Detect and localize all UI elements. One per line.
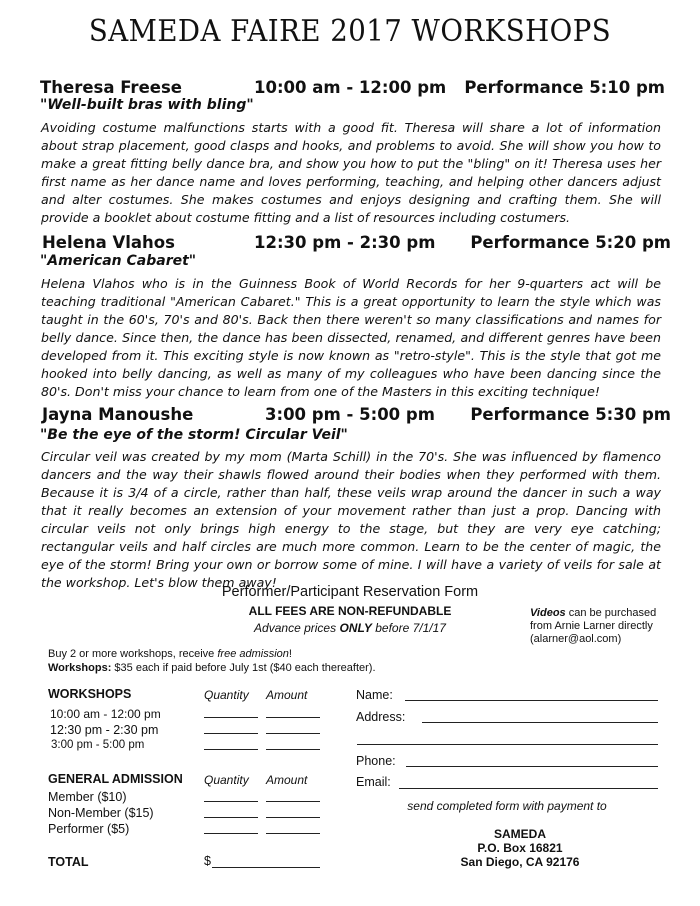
fees-note: Workshops: $35 each if paid before July 1st ($40 each thereafter).	[48, 662, 376, 674]
send-note: send completed form with payment to	[407, 799, 607, 813]
workshop-slot: 3:00 pm - 5:00 pm	[51, 739, 145, 751]
address-label: Address:	[356, 710, 406, 724]
admission-item: Member ($10)	[48, 790, 127, 804]
workshop-slot: 10:00 am - 12:00 pm	[50, 707, 161, 721]
quantity-field[interactable]	[204, 749, 258, 750]
name-field[interactable]	[405, 700, 658, 701]
performance-time: Performance 5:30 pm	[470, 405, 671, 424]
phone-field[interactable]	[406, 766, 658, 767]
quantity-field[interactable]	[204, 733, 258, 734]
admission-header: GENERAL ADMISSION	[48, 772, 183, 786]
amount-field[interactable]	[266, 801, 320, 802]
videos-note: Videos can be purchased from Arnie Larner directly (alarner@aol.com)	[530, 607, 657, 645]
quantity-field[interactable]	[204, 801, 258, 802]
org-name: SAMEDA	[493, 827, 546, 841]
quantity-header: Quantity	[204, 688, 249, 702]
admission-item: Non-Member ($15)	[48, 806, 154, 820]
phone-label: Phone:	[356, 754, 396, 768]
workshop-description: Circular veil was created by my mom (Marta Schill) in the 70's. She was influenced by flamenco dancers and the way their shawls flowed around their bodies when they performed with them. Because it is 3/4 of a circle, rather than half, these veils wrap around the dancer in such a way that it really becomes an extension of your movement rather than just a prop. Dancing with circular veils not only brings high energy to the stage, but they are very eye catching; rectangular veils and half circles are much more common. Learn to be the center of magic, the eye of the storm! Bring your own or borrow some of mine. I will have a variety of veils for sale at the workshop. Let's blow them away!	[41, 449, 661, 590]
workshop-subtitle: "Well-built bras with bling"	[40, 97, 254, 113]
performance-time: Performance 5:10 pm	[464, 78, 665, 97]
instructor-name: Jayna Manoushe	[42, 405, 194, 424]
quantity-field[interactable]	[204, 817, 258, 818]
address-field-line2[interactable]	[357, 744, 658, 745]
instructor-name: Theresa Freese	[40, 78, 182, 97]
amount-field[interactable]	[266, 833, 320, 834]
name-label: Name:	[356, 688, 393, 702]
workshop-header	[40, 233, 671, 255]
po-box: P.O. Box 16821	[477, 841, 563, 855]
workshop-time: 12:30 pm - 2:30 pm	[254, 233, 436, 252]
workshop-time: 3:00 pm - 5:00 pm	[265, 405, 435, 424]
workshop-slot: 12:30 pm - 2:30 pm	[50, 723, 159, 737]
form-heading: Performer/Participant Reservation Form	[221, 584, 479, 600]
total-field[interactable]	[212, 867, 320, 868]
amount-field[interactable]	[266, 749, 320, 750]
workshops-header: WORKSHOPS	[48, 687, 132, 701]
workshop-subtitle: "American Cabaret"	[40, 253, 197, 269]
page-title: SAMEDA FAIRE 2017 WORKSHOPS	[88, 14, 612, 49]
nonrefundable-notice: ALL FEES ARE NON-REFUNDABLE	[248, 604, 452, 618]
quantity-field[interactable]	[204, 717, 258, 718]
email-label: Email:	[356, 775, 391, 789]
amount-header: Amount	[266, 688, 308, 702]
workshop-description: Helena Vlahos who is in the Guinness Book of World Records for her 9-quarters act will be teaching traditional "American Cabaret." This is a great opportunity to learn the style which was taught in the 60's, 70's and 80's. Back then there weren't so many classifications and names for belly dance. Since then, the dance has been dissected, renamed, and different genres have been developed from it. This exciting style is now known as "retro-style". This is the style that got me hooked into belly dancing, as well as many of my colleagues who have been dancing since the 80's. Don't miss your chance to learn from one of the Masters in this exciting technique!	[41, 276, 661, 399]
total-label: TOTAL	[48, 855, 89, 869]
workshop-subtitle: "Be the eye of the storm! Circular Veil"	[40, 427, 348, 443]
quantity-header: Quantity	[204, 773, 249, 787]
performance-time: Performance 5:20 pm	[470, 233, 671, 252]
admission-item: Performer ($5)	[48, 822, 130, 836]
discount-note: Buy 2 or more workshops, receive free admission!	[48, 648, 292, 660]
address-field[interactable]	[422, 722, 658, 723]
workshop-header	[40, 405, 671, 427]
city-state-zip: San Diego, CA 92176	[460, 855, 580, 869]
total-currency: $	[204, 854, 211, 868]
advance-prices-note: Advance prices ONLY before 7/1/17	[254, 621, 446, 635]
instructor-name: Helena Vlahos	[42, 233, 175, 252]
amount-field[interactable]	[266, 733, 320, 734]
email-field[interactable]	[399, 788, 658, 789]
quantity-field[interactable]	[204, 833, 258, 834]
amount-field[interactable]	[266, 717, 320, 718]
workshop-description: Avoiding costume malfunctions starts with a good fit. Theresa will share a lot of information about strap placement, good clasps and hooks, and problems to avoid. She will show you how to make a great fitting belly dance bra, and show you how to put the "bling" on it! Theresa uses her first name as her dance name and loves performing, teaching, and helping other dancers adjust and alter costumes. She makes costumes and enjoys designing and crafting them. She will provide a booklet about costume fitting and a list of resources including costumers.	[41, 120, 661, 225]
amount-field[interactable]	[266, 817, 320, 818]
mailing-address	[370, 827, 670, 869]
amount-header: Amount	[266, 773, 308, 787]
workshop-time: 10:00 am - 12:00 pm	[254, 78, 447, 97]
